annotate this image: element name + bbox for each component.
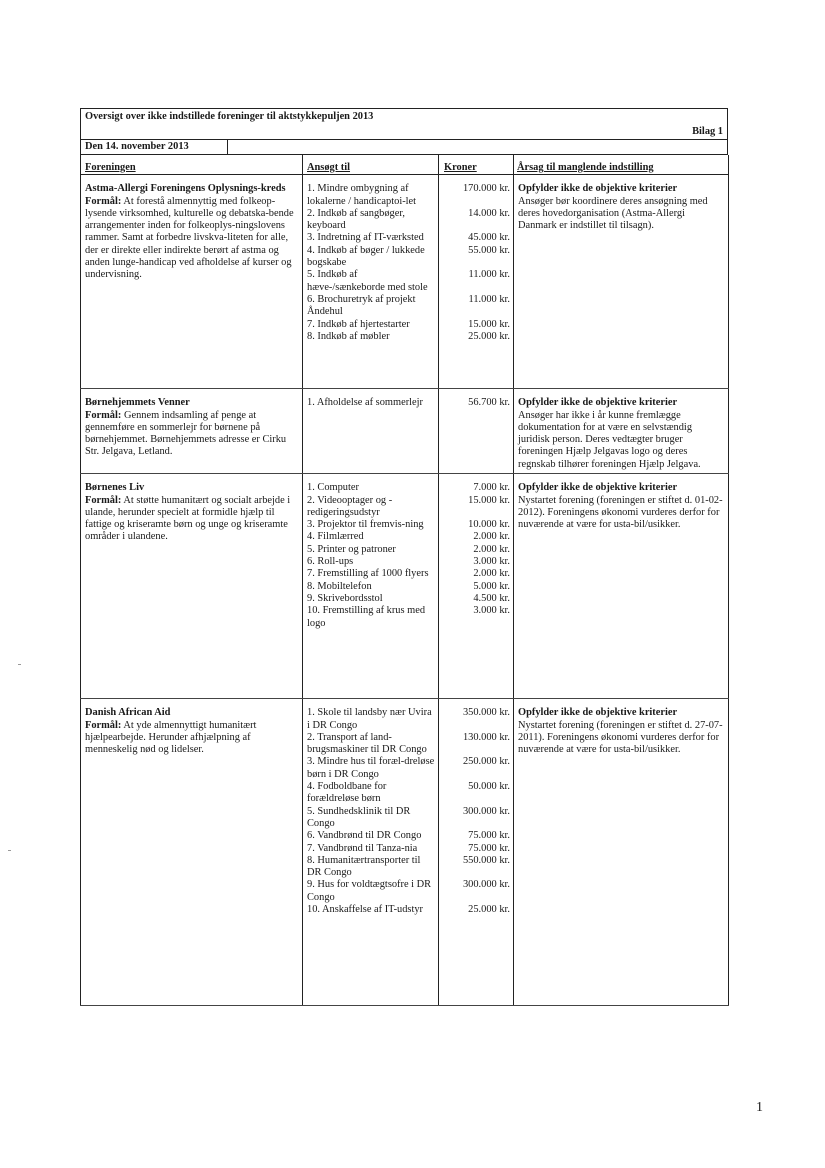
- item-amount: 3.000 kr.: [473, 556, 510, 568]
- reason-text: Ansøger bør koordinere deres ansøgning med deres hovedorganisation (Astma-Allergi Danmark er indstillet til tilsagn).: [518, 195, 708, 232]
- list-item: 1. Computer: [307, 482, 359, 494]
- list-item: 10. Anskaffelse af IT-udstyr: [307, 904, 424, 916]
- document: [80, 108, 728, 1006]
- org-info-cell: [81, 699, 303, 1006]
- item-amount: 10.000 kr.: [468, 519, 510, 531]
- amounts-cell: [439, 175, 514, 389]
- list-item: 6. Roll-ups: [307, 556, 354, 568]
- list-item: 4. Fodboldbane for forældreløse børn: [307, 781, 387, 805]
- items-cell: [303, 175, 439, 389]
- org-name: Astma-Allergi Foreningens Oplysnings-kreds: [85, 183, 286, 195]
- purpose-label: Formål:: [85, 719, 122, 731]
- list-item: 7. Fremstilling af 1000 flyers: [307, 568, 429, 580]
- page-number: 1: [756, 1100, 763, 1115]
- title-row: [80, 108, 728, 125]
- list-item: 4. Indkøb af bøger / lukkede bogskabe: [307, 244, 425, 269]
- purpose-text: At støtte humanitært og socialt arbejde i ulande, herunder specielt at formidle hjælp til fattige og kriseramte børn og unge og kriseramte områder i ulandene.: [85, 494, 291, 543]
- item-amount: 55.000 kr.: [468, 244, 510, 256]
- org-purpose: [85, 720, 298, 757]
- list-item: 5. Sundhedsklinik til DR Congo: [307, 805, 411, 829]
- foreninger-table: [80, 155, 729, 1006]
- purpose-label: Formål:: [85, 494, 122, 506]
- list-item: 3. Indretning af IT-værksted: [307, 232, 424, 244]
- document-title: Oversigt over ikke indstillede foreninger til aktstykkepuljen 2013: [85, 111, 374, 122]
- header-aarsag: Årsag til manglende indstilling: [514, 155, 729, 175]
- list-item: 6. Brochuretryk af projekt Åndehul: [307, 293, 416, 318]
- item-amount: 4.500 kr.: [473, 592, 510, 604]
- item-amount: 2.000 kr.: [473, 531, 510, 543]
- purpose-text: At yde almennyttigt humanitært hjælpearbejde. Herunder afhjælpning af menneskelig nød og lidelser.: [85, 719, 257, 756]
- item-amount: 170.000 kr.: [462, 183, 510, 195]
- item-amount: 2.000 kr.: [473, 543, 510, 555]
- item-amount: 14.000 kr.: [468, 207, 510, 219]
- list-item: 7. Indkøb af hjertestarter: [307, 318, 410, 330]
- header-ansoegt: Ansøgt til: [303, 155, 439, 175]
- org-name: Børnehjemmets Venner: [85, 397, 190, 409]
- margin-mark: [8, 850, 11, 851]
- bilag-row: [80, 125, 728, 139]
- item-amount: 75.000 kr.: [468, 842, 510, 854]
- reason-title: Opfylder ikke de objektive kriterier: [518, 397, 678, 409]
- items-cell: [303, 389, 439, 474]
- org-purpose: [85, 196, 298, 282]
- item-amount: 45.000 kr.: [468, 232, 510, 244]
- list-item: 1. Skole til landsby nær Uvira i DR Congo: [307, 707, 432, 731]
- reason-cell: [514, 389, 729, 474]
- header-forening: Foreningen: [81, 155, 303, 175]
- list-item: 2. Videooptager og -redigeringsudstyr: [307, 494, 393, 518]
- purpose-text: Gennem indsamling af penge at gennemføre en sommerlejr for børnene på børnehjemmet. Børnehjemmets adresse er Cirku Str. Jelgava, Letland.: [85, 409, 287, 458]
- list-item: 1. Afholdelse af sommerlejr: [307, 397, 423, 409]
- org-info-cell: [81, 389, 303, 474]
- amounts-cell: [439, 474, 514, 699]
- list-item: 2. Transport af land-brugsmaskiner til DR Congo: [307, 731, 427, 756]
- table-row: [81, 389, 729, 474]
- reason-title: Opfylder ikke de objektive kriterier: [518, 707, 678, 719]
- table-row: [81, 474, 729, 699]
- org-name: Danish African Aid: [85, 707, 171, 719]
- item-amount: 130.000 kr.: [462, 731, 510, 743]
- item-amount: 300.000 kr.: [462, 879, 510, 891]
- reason-text: Nystartet forening (foreningen er stiftet d. 01-02-2012). Foreningens økonomi vurderes derfor for nuværende at være for usta-bil/usikker.: [518, 494, 723, 531]
- list-item: 5. Indkøb af hæve-/sænkeborde med stole: [307, 269, 428, 293]
- item-amount: 15.000 kr.: [468, 494, 510, 506]
- reason-text: Nystartet forening (foreningen er stiftet d. 27-07-2011). Foreningens økonomi vurderes derfor for nuværende at være for usta-bil/usikker.: [518, 719, 723, 756]
- amounts-cell: [439, 699, 514, 1006]
- amounts-cell: [439, 389, 514, 474]
- list-item: 3. Projektor til fremvis-ning: [307, 519, 424, 531]
- item-amount: 250.000 kr.: [462, 756, 510, 768]
- list-item: 5. Printer og patroner: [307, 543, 396, 555]
- reason-text: Ansøger har ikke i år kunne fremlægge dokumentation for at være en selvstændig juridisk person. Deres vedtægter bruger foreningen Hjælp Jelgavas logo og deres regnskab tilhører foreningen Hjælp Jelgava.: [518, 409, 701, 470]
- org-info-cell: [81, 175, 303, 389]
- table-header: [81, 155, 729, 175]
- date-row: [80, 139, 228, 155]
- item-amount: 350.000 kr.: [462, 707, 510, 719]
- table-row: [81, 699, 729, 1006]
- list-item: 7. Vandbrønd til Tanza-nia: [307, 842, 418, 854]
- item-amount: 300.000 kr.: [462, 805, 510, 817]
- purpose-label: Formål:: [85, 195, 122, 207]
- list-item: 8. Humanitærtransporter til DR Congo: [307, 854, 421, 879]
- item-amount: 11.000 kr.: [468, 269, 510, 281]
- list-item: 9. Skrivebordsstol: [307, 592, 383, 604]
- org-info-cell: [81, 474, 303, 699]
- items-cell: [303, 474, 439, 699]
- table-row: [81, 175, 729, 389]
- purpose-label: Formål:: [85, 409, 122, 421]
- item-amount: 15.000 kr.: [468, 318, 510, 330]
- item-amount: 7.000 kr.: [473, 482, 510, 494]
- document-date: Den 14. november 2013: [85, 141, 189, 152]
- list-item: 8. Mobiltelefon: [307, 580, 372, 592]
- item-amount: 56.700 kr.: [468, 397, 510, 409]
- item-amount: 2.000 kr.: [473, 568, 510, 580]
- list-item: 4. Filmlærred: [307, 531, 364, 543]
- reason-title: Opfylder ikke de objektive kriterier: [518, 482, 678, 494]
- list-item: 2. Indkøb af sangbøger, keyboard: [307, 207, 405, 232]
- item-amount: 3.000 kr.: [473, 605, 510, 617]
- item-amount: 5.000 kr.: [473, 580, 510, 592]
- org-name: Børnenes Liv: [85, 482, 145, 494]
- margin-mark: [18, 664, 21, 665]
- list-item: 1. Mindre ombygning af lokalerne / handicaptoi-let: [307, 183, 417, 207]
- item-amount: 11.000 kr.: [468, 293, 510, 305]
- list-item: 6. Vandbrønd til DR Congo: [307, 830, 422, 842]
- reason-cell: [514, 474, 729, 699]
- purpose-text: At forestå almennyttig med folkeop-lysende virksomhed, kulturelle og debatska-bende arrangementer inden for folkeoplys-ningslovens rammer. Samt at forbedre livskva-liteten for alle, der er direkte eller indirekte berørt af astma og anden lunge-handicap ved afholdelse af kurser og undervisning.: [85, 195, 294, 281]
- reason-cell: [514, 175, 729, 389]
- org-purpose: [85, 410, 298, 459]
- item-amount: 50.000 kr.: [468, 781, 510, 793]
- list-item: 3. Mindre hus til foræl-dreløse børn i DR Congo: [307, 756, 435, 780]
- item-amount: 75.000 kr.: [468, 830, 510, 842]
- header-kroner: Kroner: [439, 155, 514, 175]
- items-cell: [303, 699, 439, 1006]
- list-item: 9. Hus for voldtægtsofre i DR Congo: [307, 879, 432, 903]
- item-amount: 25.000 kr.: [468, 330, 510, 342]
- list-item: 10. Fremstilling af krus med logo: [307, 605, 426, 629]
- reason-cell: [514, 699, 729, 1006]
- reason-title: Opfylder ikke de objektive kriterier: [518, 183, 678, 195]
- bilag-label: Bilag 1: [692, 126, 723, 137]
- list-item: 8. Indkøb af møbler: [307, 330, 390, 342]
- item-amount: 25.000 kr.: [468, 904, 510, 916]
- item-amount: 550.000 kr.: [462, 854, 510, 866]
- org-purpose: [85, 495, 298, 544]
